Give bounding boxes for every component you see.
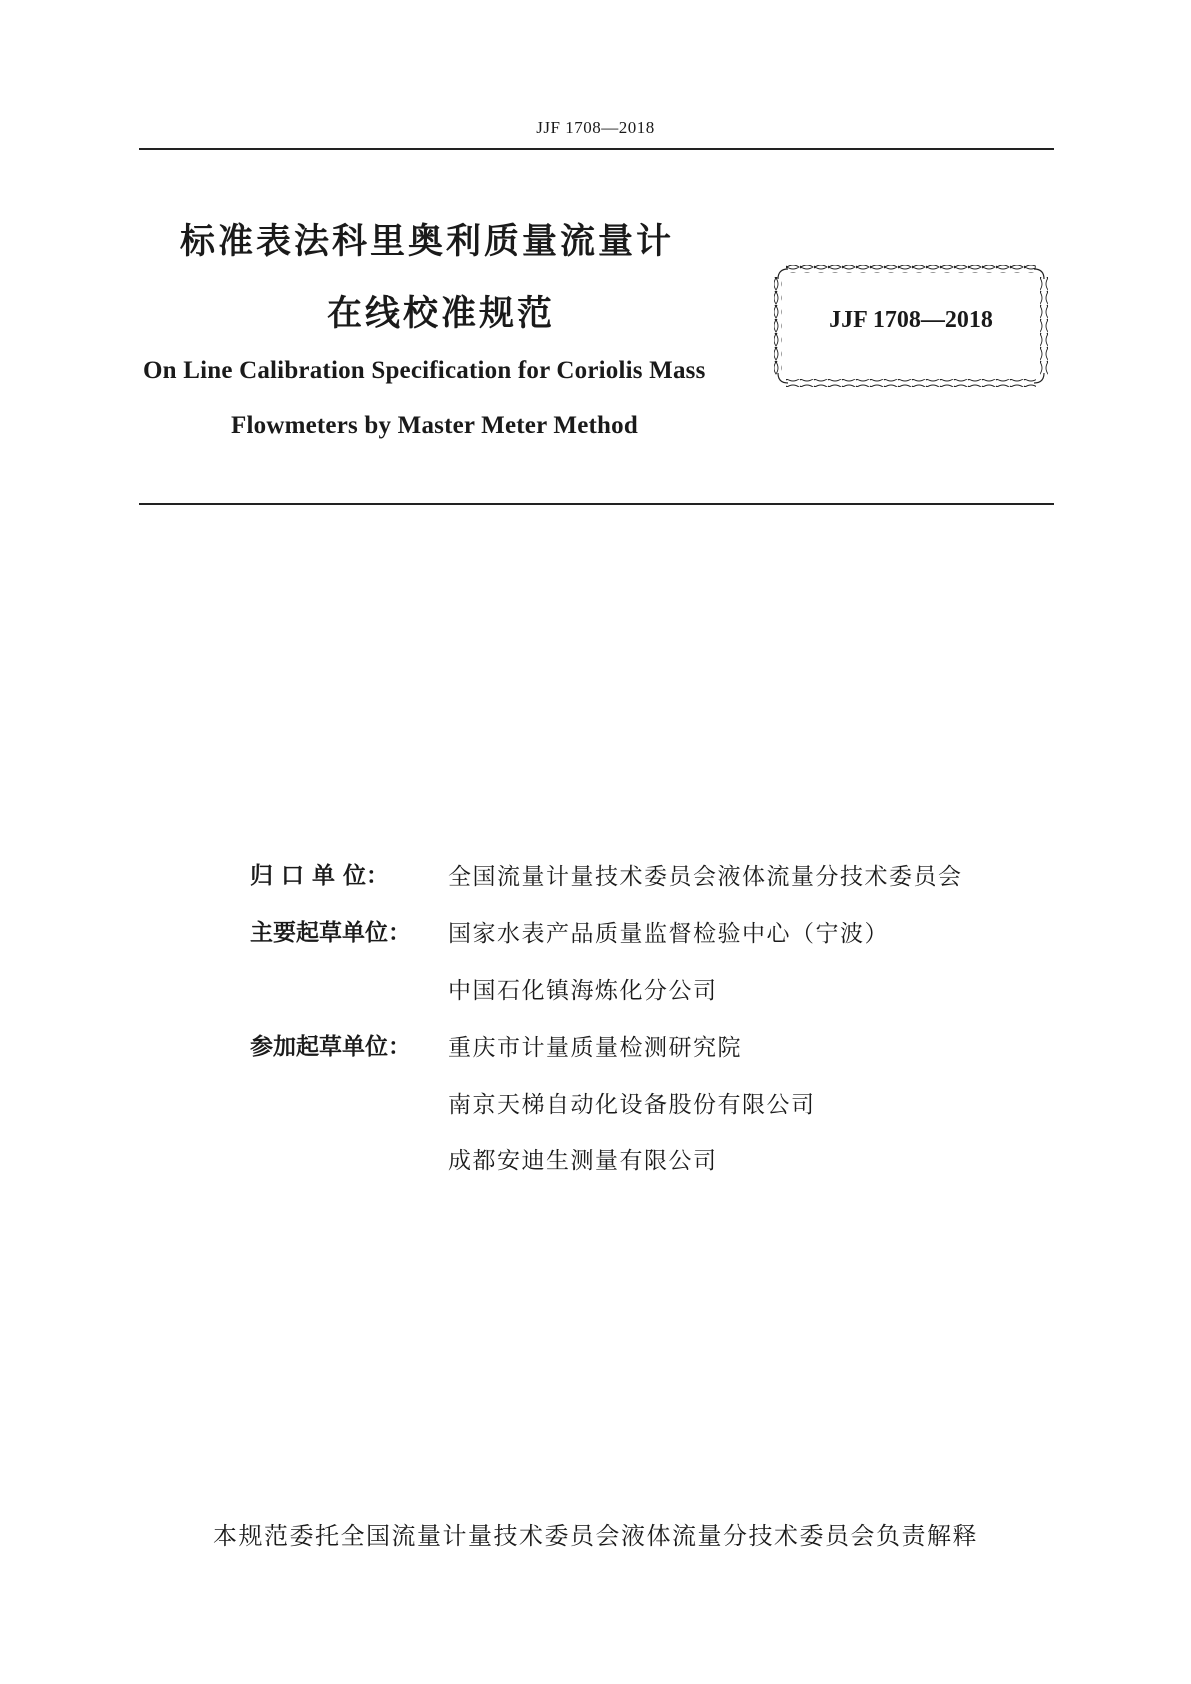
main-drafting-value-1: 国家水表产品质量监督检验中心（宁波）: [448, 921, 889, 947]
title-en-line1: On Line Calibration Specification for Coriolis Mass: [143, 357, 706, 384]
interpretation-note: 本规范委托全国流量计量技术委员会液体流量分技术委员会负责解释: [213, 1522, 978, 1550]
main-drafting-value-2: 中国石化镇海炼化分公司: [448, 978, 718, 1004]
main-drafting-label: 主要起草单位：: [250, 920, 411, 946]
title-zh-line1: 标准表法科里奥利质量流量计: [180, 222, 675, 262]
responsible-unit-value: 全国流量计量技术委员会液体流量分技术委员会: [448, 864, 963, 890]
participating-value-2: 南京天梯自动化设备股份有限公司: [448, 1092, 816, 1118]
header-code: JJF 1708—2018: [536, 118, 655, 137]
responsible-unit-label: 归 口 单 位：: [250, 863, 390, 889]
participating-value-3: 成都安迪生测量有限公司: [448, 1148, 718, 1174]
participating-label: 参加起草单位：: [250, 1034, 411, 1060]
title-zh-line2: 在线校准规范: [327, 294, 556, 334]
bottom-title-rule: [139, 503, 1054, 505]
badge-code: JJF 1708—2018: [829, 307, 993, 333]
title-en-line2: Flowmeters by Master Meter Method: [231, 412, 638, 439]
participating-value-1: 重庆市计量质量检测研究院: [448, 1035, 742, 1061]
top-rule: [139, 148, 1054, 150]
